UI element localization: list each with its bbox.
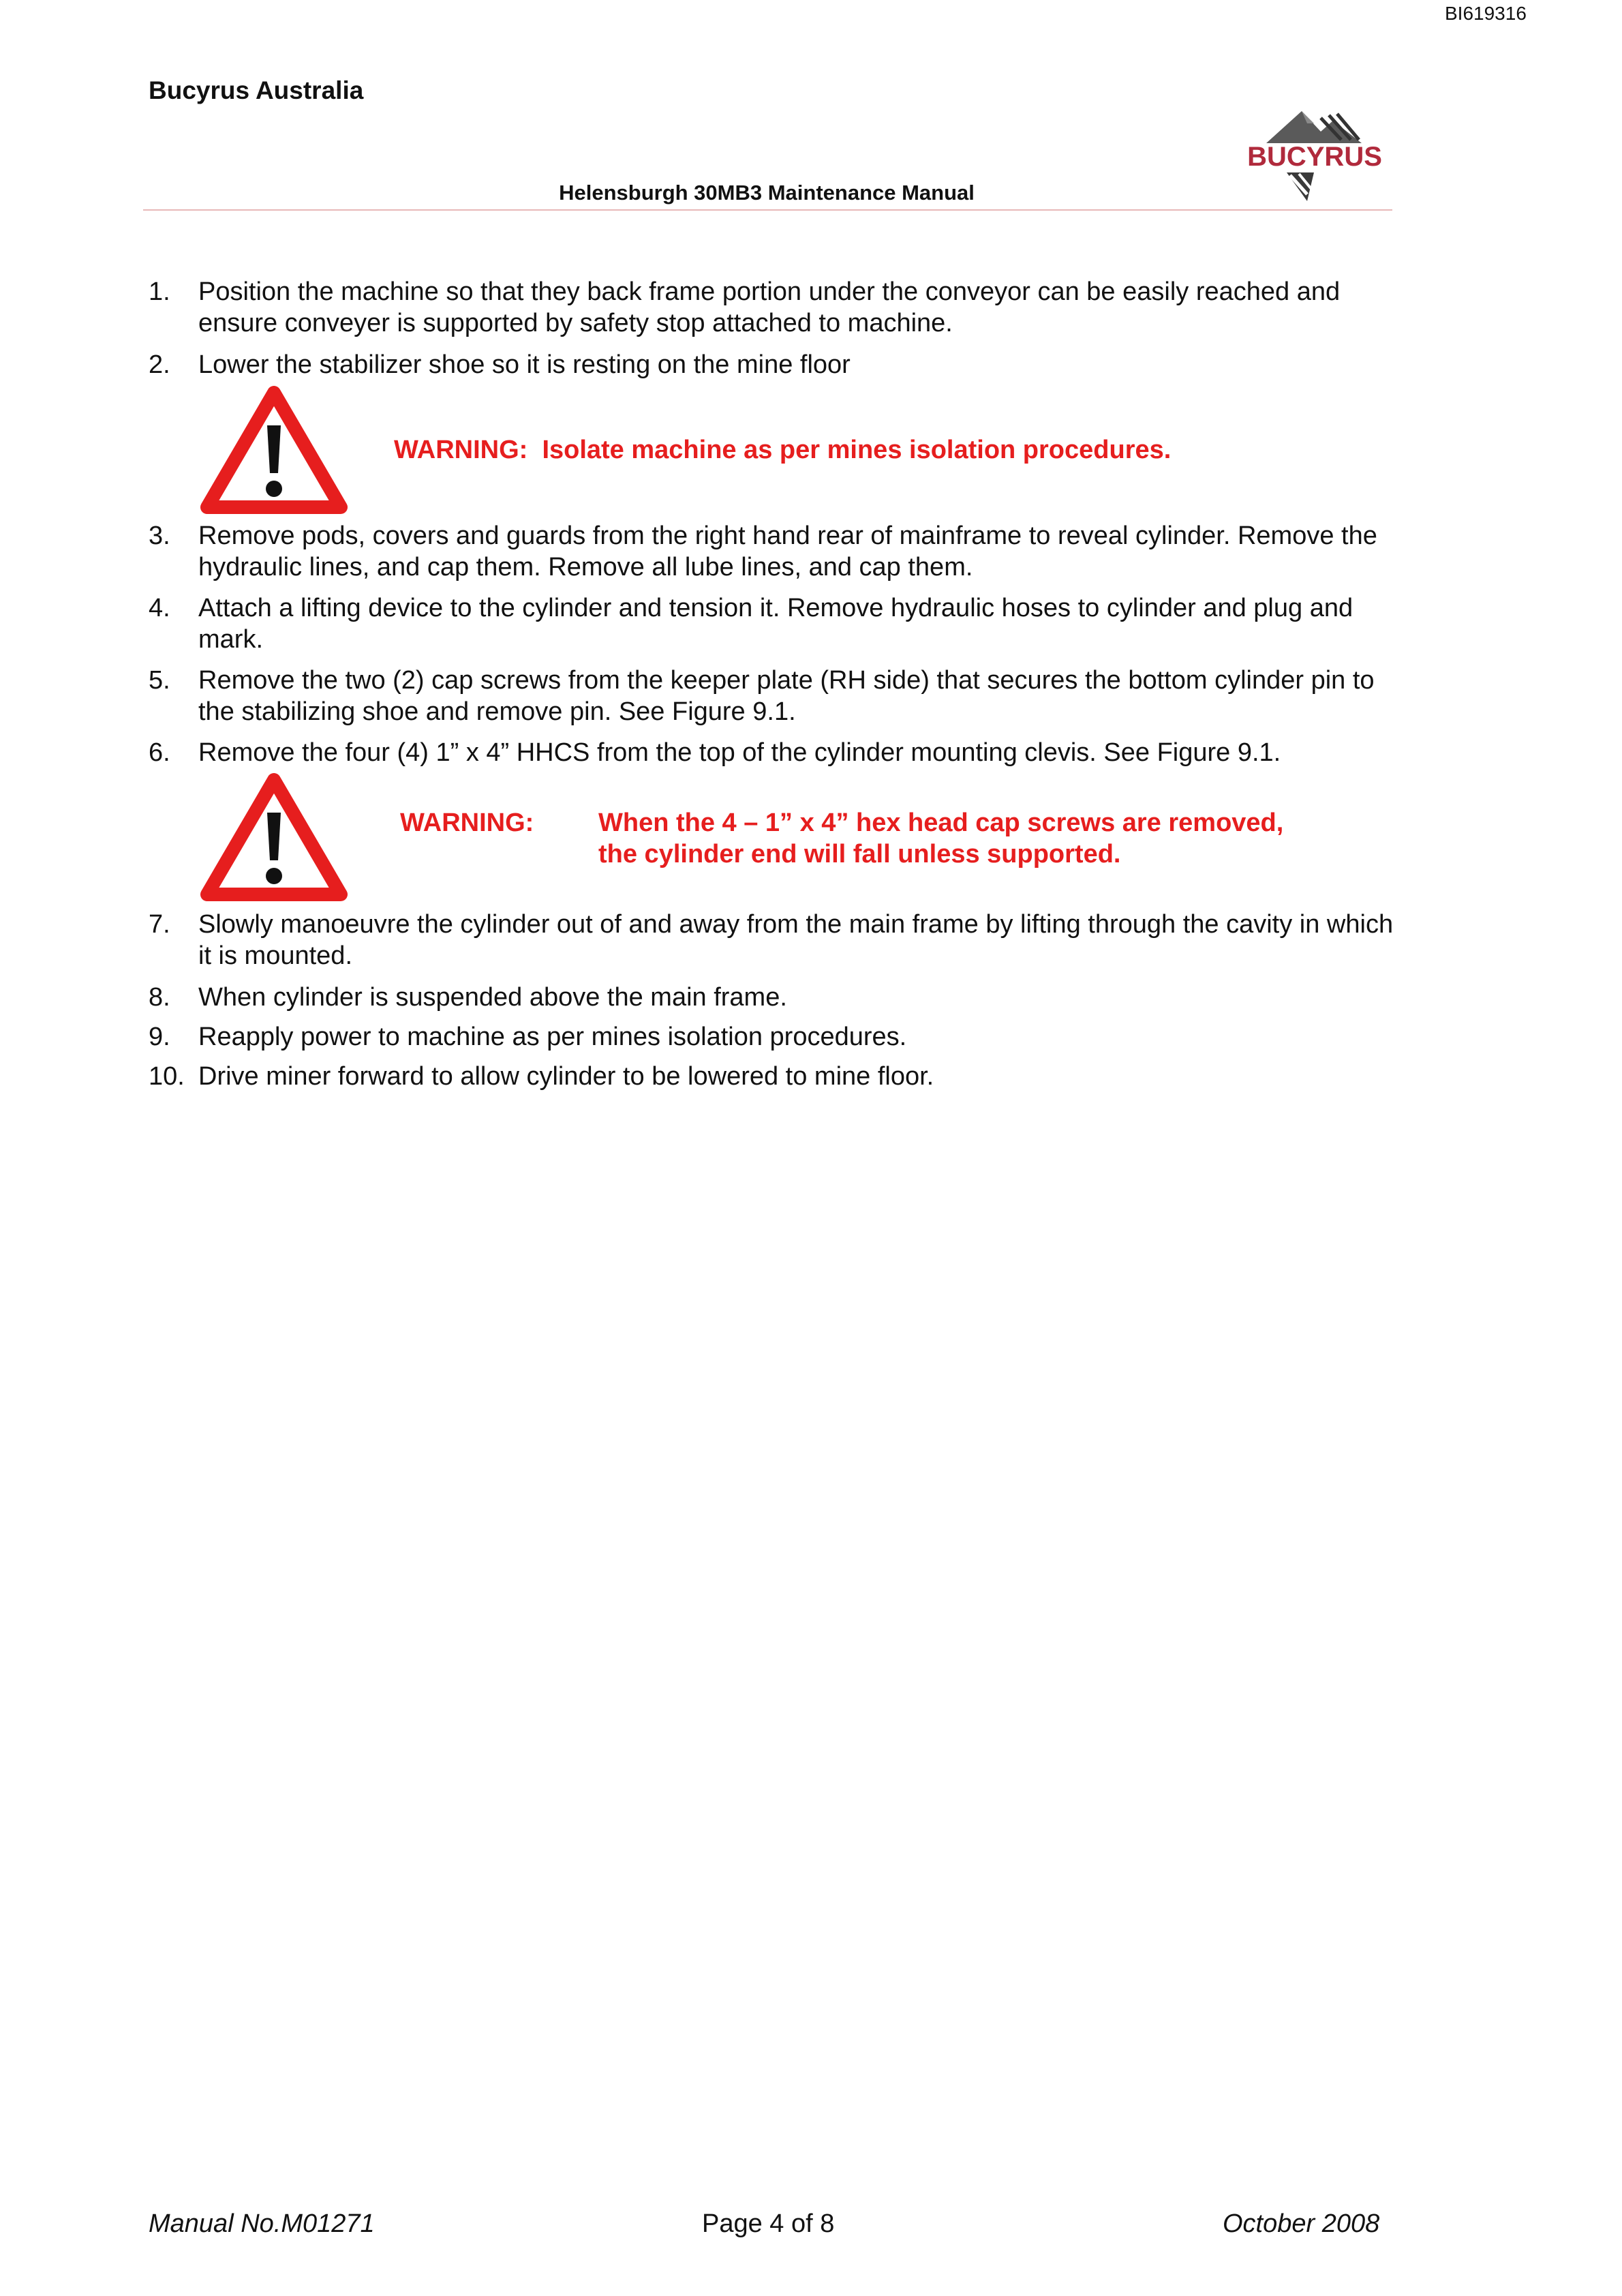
step-text: Slowly manoeuvre the cylinder out of and away from the main frame by lifting through the cavity in which it is mounted.	[198, 910, 1394, 970]
warning-triangle-icon	[198, 770, 350, 904]
step-number: 4.	[149, 594, 170, 622]
warning-text-line2: the cylinder end will fall unless supported.	[598, 840, 1121, 868]
step-number: 9.	[149, 1023, 170, 1051]
step-number: 6.	[149, 738, 170, 767]
step-text: Position the machine so that they back frame portion under the conveyor can be easily reached and ensure conveyer is supported by safety stop attached to machine.	[198, 277, 1341, 337]
manual-title: Helensburgh 30MB3 Maintenance Manual	[559, 181, 975, 205]
warning-message	[394, 434, 1171, 466]
step-text: Reapply power to machine as per mines isolation procedures.	[198, 1023, 907, 1051]
step-number: 3.	[149, 522, 170, 550]
warning-label: WARNING:	[400, 809, 534, 837]
warning-label: WARNING:	[394, 436, 528, 464]
step-text: Remove the four (4) 1” x 4” HHCS from the top of the cylinder mounting clevis. See Figure 9.1.	[198, 738, 1281, 767]
document-id: BI619316	[1445, 3, 1527, 24]
svg-text:BUCYRUS: BUCYRUS	[1247, 142, 1382, 172]
step-text: When cylinder is suspended above the main frame.	[198, 983, 787, 1012]
step-text: Remove pods, covers and guards from the right hand rear of mainframe to reveal cylinder. Remove the hydraulic lines, and cap them. Remove all lube lines, and cap them.	[198, 522, 1377, 581]
step-number: 1.	[149, 277, 170, 306]
step-text: Attach a lifting device to the cylinder and tension it. Remove hydraulic hoses to cylinder and plug and mark.	[198, 594, 1353, 654]
step-number: 10.	[149, 1062, 185, 1091]
warning-triangle-icon	[198, 383, 350, 517]
header-divider	[143, 209, 1392, 211]
step-number: 8.	[149, 983, 170, 1012]
step-number: 7.	[149, 910, 170, 939]
company-name: Bucyrus Australia	[149, 76, 364, 104]
manual-number: Manual No.M01271	[149, 2209, 375, 2238]
step-number: 5.	[149, 666, 170, 695]
step-text: Lower the stabilizer shoe so it is resting on the mine floor	[198, 350, 851, 379]
step-text: Remove the two (2) cap screws from the keeper plate (RH side) that secures the bottom cylinder pin to the stabilizing shoe and remove pin. See Figure 9.1.	[198, 666, 1375, 726]
step-number: 2.	[149, 350, 170, 379]
footer-date: October 2008	[1223, 2209, 1380, 2238]
step-text: Drive miner forward to allow cylinder to be lowered to mine floor.	[198, 1062, 934, 1091]
warning-text: Isolate machine as per mines isolation procedures.	[542, 436, 1172, 464]
page-number: Page 4 of 8	[702, 2209, 835, 2238]
warning-text-line1: When the 4 – 1” x 4” hex head cap screws are removed,	[598, 809, 1284, 837]
